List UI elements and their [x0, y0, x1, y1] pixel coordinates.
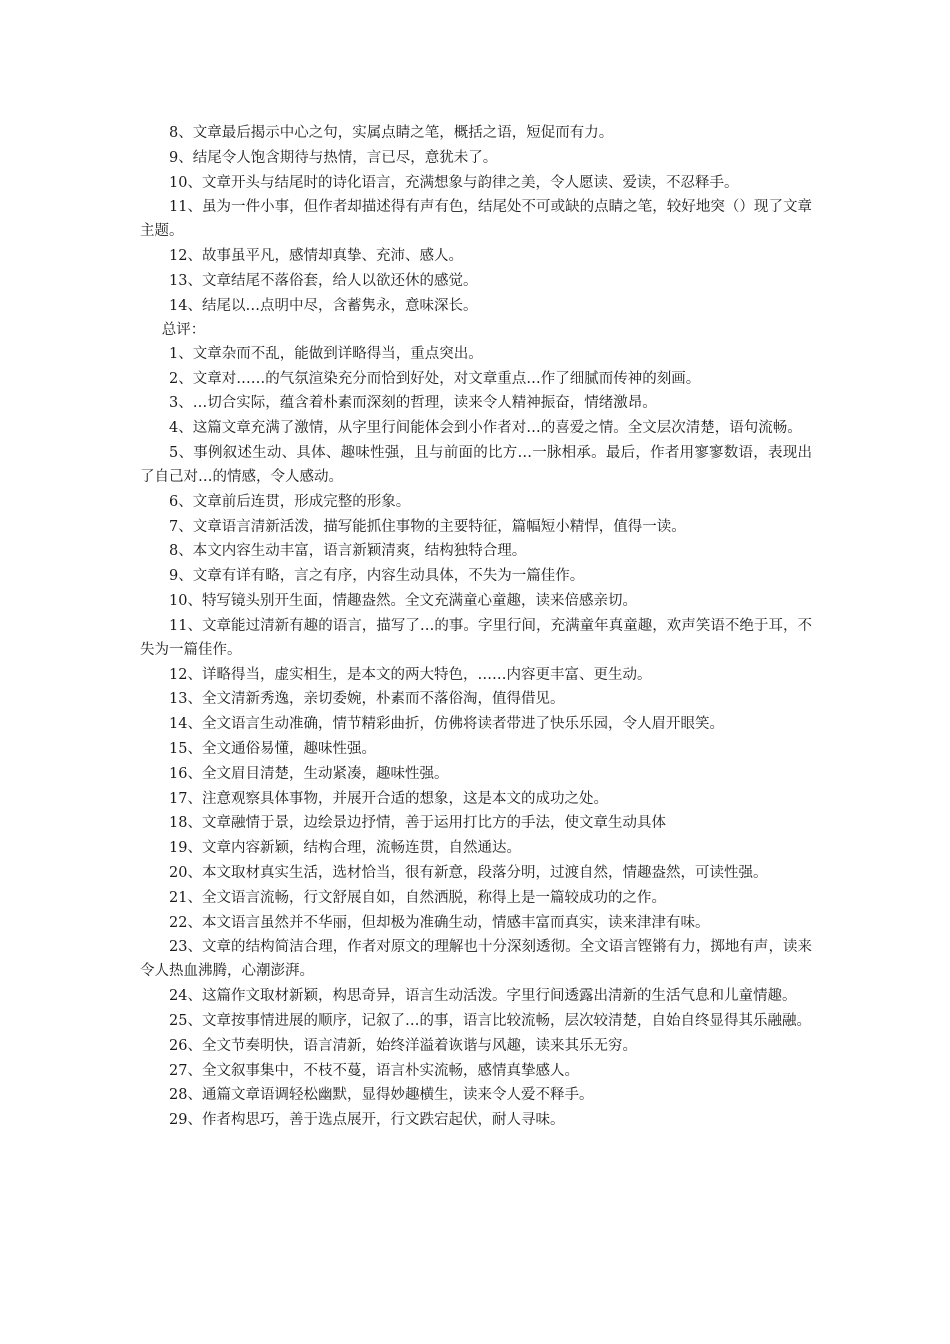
comment-item: 14、结尾以…点明中尽，含蓄隽永，意味深长。	[169, 297, 478, 314]
comment-item: 26、全文节奏明快，语言清新，始终洋溢着诙谐与风趣，读来其乐无穷。	[169, 1037, 637, 1054]
section-heading: 总评：	[161, 321, 206, 338]
comment-item: 17、注意观察具体事物，并展开合适的想象，这是本文的成功之处。	[169, 790, 608, 807]
comment-item: 9、结尾令人饱含期待与热情，言已尽，意犹未了。	[169, 149, 498, 166]
comment-item: 3、…切合实际，蕴含着朴素而深刻的哲理，读来令人精神振奋，情绪激昂。	[169, 395, 657, 412]
comment-item: 12、故事虽平凡，感情却真挚、充沛、感人。	[169, 248, 463, 265]
comment-item: 8、文章最后揭示中心之句，实属点睛之笔，概括之语，短促而有力。	[169, 125, 614, 141]
comment-item: 16、全文眉目清楚，生动紧凑，趣味性强。	[169, 765, 449, 782]
comment-item: 27、全文叙事集中，不枝不蔓，语言朴实流畅，感情真挚感人。	[169, 1062, 579, 1079]
comment-item: 11、文章能过清新有趣的语言，描写了…的事。字里行间，充满童年真童趣，欢声笑语不绝于耳，不失为一篇佳作。	[140, 617, 812, 658]
comment-item: 14、全文语言生动准确，情节精彩曲折，仿佛将读者带进了快乐乐园，令人眉开眼笑。	[169, 716, 724, 733]
comment-item: 8、本文内容生动丰富，语言新颖清爽，结构独特合理。	[169, 543, 527, 560]
comment-item: 22、本文语言虽然并不华丽，但却极为准确生动，情感丰富而真实，读来津津有味。	[169, 914, 710, 931]
comment-item: 19、文章内容新颖，结构合理，流畅连贯，自然通达。	[169, 840, 521, 857]
comment-list-overall	[140, 342, 812, 1132]
comment-item: 9、文章有详有略，言之有序，内容生动具体，不失为一篇佳作。	[169, 568, 585, 585]
document-page	[140, 121, 812, 1132]
comment-item: 7、文章语言清新活泼，描写能抓住事物的主要特征，篇幅短小精悍，值得一读。	[169, 518, 686, 535]
comment-item: 10、特写镜头别开生面，情趣盎然。全文充满童心童趣，读来倍感亲切。	[169, 592, 637, 609]
comment-item: 29、作者构思巧，善于选点展开，行文跌宕起伏，耐人寻味。	[169, 1112, 565, 1129]
comment-item: 24、这篇作文取材新颖，构思奇异，语言生动活泼。字里行间透露出清新的生活气息和儿童情趣。	[169, 988, 797, 1005]
comment-item: 21、全文语言流畅，行文舒展自如，自然洒脱，称得上是一篇较成功的之作。	[169, 889, 666, 906]
comment-item: 28、通篇文章语调轻松幽默，显得妙趣横生，读来令人爱不释手。	[169, 1087, 594, 1104]
comment-item: 1、文章杂而不乱，能做到详略得当，重点突出。	[169, 345, 483, 362]
comment-item: 15、全文通俗易懂，趣味性强。	[169, 740, 376, 757]
comment-item: 13、全文清新秀逸，亲切委婉，朴素而不落俗淘，值得借见。	[169, 691, 565, 708]
comment-item: 4、这篇文章充满了激情，从字里行间能体会到小作者对…的喜爱之情。全文层次清楚，语句流畅。	[169, 420, 802, 437]
comment-item: 12、详略得当，虚实相生，是本文的两大特色，……内容更丰富、更生动。	[169, 666, 652, 683]
comment-item: 18、文章融情于景，边绘景边抒情，善于运用打比方的手法，使文章生动具体	[169, 815, 666, 832]
comment-item: 11、虽为一件小事，但作者却描述得有声有色，结尾处不可或缺的点睛之笔，较好地突（）现了文章主题。	[140, 199, 812, 240]
comment-item: 23、文章的结构简洁合理，作者对原文的理解也十分深刻透彻。全文语言铿锵有力，掷地有声，读来令人热血沸腾，心潮澎湃。	[140, 939, 812, 980]
comment-item: 10、文章开头与结尾时的诗化语言，充满想象与韵律之美，令人愿读、爱读，不忍释手。	[169, 174, 739, 191]
comment-item: 13、文章结尾不落俗套，给人以欲还休的感觉。	[169, 272, 478, 289]
comment-item: 6、文章前后连贯，形成完整的形象。	[169, 493, 411, 510]
comment-list-ending	[140, 121, 812, 318]
comment-item: 25、文章按事情进展的顺序，记叙了…的事，语言比较流畅，层次较清楚，自始自终显得其乐融融。	[169, 1012, 811, 1029]
comment-item: 2、文章对……的气氛渲染充分而恰到好处，对文章重点…作了细腻而传神的刻画。	[169, 370, 701, 387]
comment-item: 5、事例叙述生动、具体、趣味性强，且与前面的比方…一脉相承。最后，作者用寥寥数语，表现出了自己对…的情感，令人感动。	[140, 444, 812, 485]
comment-item: 20、本文取材真实生活，选材恰当，很有新意，段落分明，过渡自然，情趣盎然，可读性强。	[169, 864, 768, 881]
